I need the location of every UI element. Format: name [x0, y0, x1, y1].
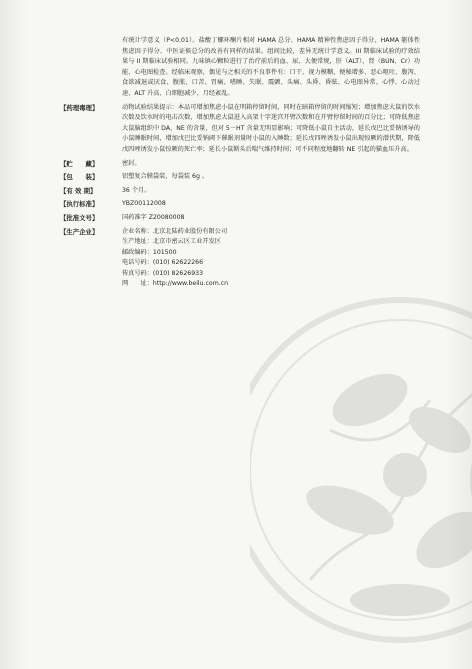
toxicology-label: 【 药理毒理 】	[60, 103, 122, 156]
toxicology-section	[60, 103, 420, 156]
storage-label: 【 贮 藏 】	[60, 159, 122, 170]
pharmacology-continued	[122, 36, 420, 100]
package-section	[60, 172, 420, 183]
expiry-section	[60, 186, 420, 197]
approval-label: 【 批准文号 】	[60, 213, 122, 224]
toxicology-text: 动物试验结果提示：本品可增加焦虑小鼠在明箱停留时间，同时在暗箱停留的时间缩短；增加焦虑大鼠的饮水次数及饮水时的电击次数，增加焦虑大鼠进入高架十字迷宫开臂次数和在开臂停留时间的百分比；可降低焦虑大鼠脑组织中 DA、NE 的含量，但对 5－HT 含量无明显影响；可降低小鼠自主活动，延长戊巴比妥钠诱导的小鼠睡眠时间，增加戊巴比妥钠阈下催眠剂量时小鼠的入睡数；延长戊四唑诱发小鼠出现惊厥的潜伏期，降低戊四唑诱发小鼠惊厥的死亡率；延长小鼠断头后喘气维持时间；可不同程度地翻转 NE 引起的猫血压升高。	[122, 103, 420, 153]
standard-section	[60, 199, 420, 210]
approval-section	[60, 213, 420, 224]
company-website: 网 址：http://www.beilu.com.cn	[122, 280, 229, 288]
storage-section	[60, 159, 420, 170]
storage-value: 密封。	[122, 159, 141, 167]
pharmacology-paragraph: 有统计学意义（P<0.01）。盐酸丁螺环酮片相对 HAMA 总分、HAMA 精神性焦虑因子得分、HAMA 躯体性焦虑因子得分、中医证候总分的改善有同样的结果。组间比较，差异无统计学意义。III 期临床试验的疗效结果与 II 期临床试验相同。九味镇心颗粒进行了治疗前后的血、尿、大便常规，肝（ALT）、肾（BUN、Cr）功能、心电图检查。经临床观察，偶见与之相关的不良事件有：口干、视力模糊、便秘增多、恶心呕吐、腹泻、食欲减退或厌食、腹胀、口苦、胃痛、嗜睡、失眠、震颤、头痛、头昏、昏眩、心电图异常、心悸、心动过速、ALT 升高、白细胞减少、月经紊乱。	[122, 37, 420, 97]
manufacturer-details	[122, 227, 420, 291]
manufacturer-section	[60, 227, 420, 291]
package-label: 【 包 装 】	[60, 172, 122, 183]
package-value: 铝塑复合膜袋装，每袋装 6g 。	[122, 173, 209, 181]
company-fax: 传真号码：(010) 82626933	[122, 269, 204, 277]
expiry-label: 【 有 效 期 】	[60, 186, 122, 197]
expiry-value: 36 个月。	[122, 186, 151, 194]
manufacturer-label: 【 生产企业 】	[60, 227, 122, 291]
approval-value: 国药准字 Z20080008	[122, 213, 185, 221]
company-phone: 电话号码：(010) 62622266	[122, 259, 204, 267]
company-postcode: 邮政编码：101500	[122, 248, 177, 256]
company-address: 生产地址：北京市密云区工业开发区	[122, 238, 221, 246]
company-name: 企业名称：北京北陆药业股份有限公司	[122, 227, 228, 235]
leaflet-content	[60, 36, 420, 290]
standard-label: 【 执行标准 】	[60, 199, 122, 210]
floral-watermark-image	[250, 280, 472, 660]
standard-value: YBZ00112008	[122, 200, 166, 208]
